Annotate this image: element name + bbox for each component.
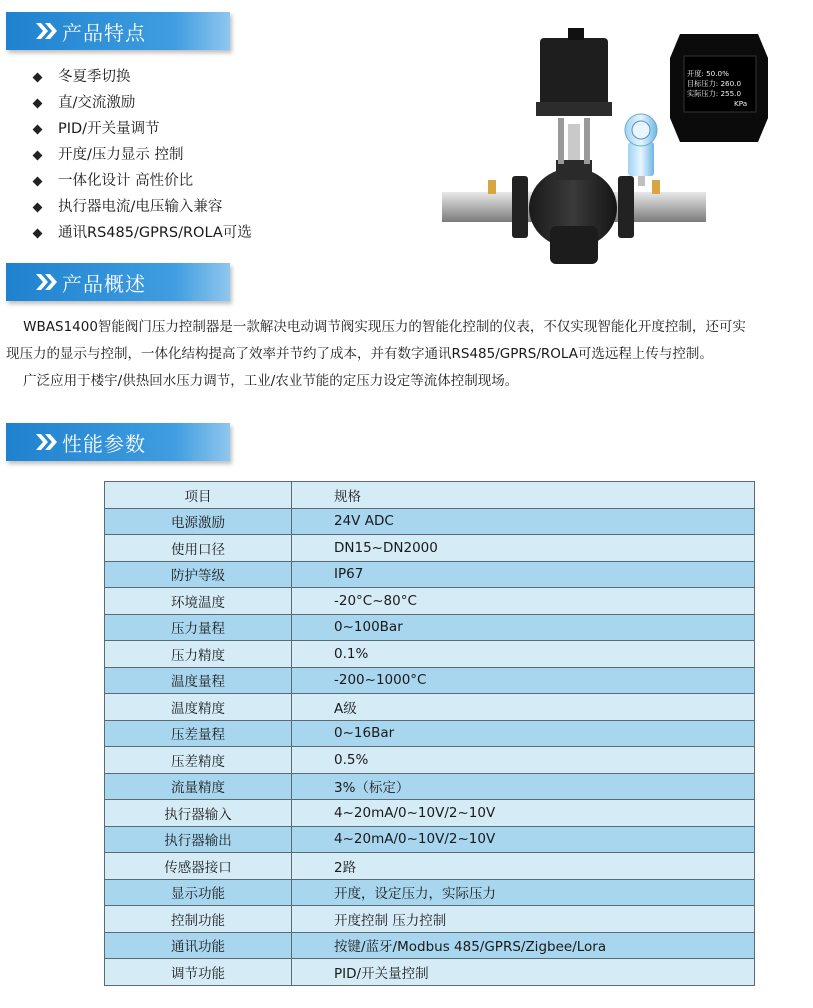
- list-item: 开度/压力显示 控制: [34, 142, 252, 168]
- table-row: [105, 614, 755, 641]
- table-row: [105, 588, 755, 615]
- table-cell-spec: -200~1000°C: [292, 667, 755, 694]
- table-cell-spec: 3%（标定）: [292, 773, 755, 800]
- product-image: [440, 20, 770, 270]
- table-cell-spec: 4~20mA/0~10V/2~10V: [292, 800, 755, 827]
- diamond-bullet-icon: [33, 150, 43, 160]
- table-cell-item: 传感器接口: [105, 853, 292, 880]
- list-item: 执行器电流/电压输入兼容: [34, 194, 252, 220]
- diamond-bullet-icon: [33, 72, 43, 82]
- table-cell-spec: 0.5%: [292, 747, 755, 774]
- table-cell-item: 调节功能: [105, 959, 292, 986]
- diamond-bullet-icon: [33, 98, 43, 108]
- table-cell-item: 压力量程: [105, 614, 292, 641]
- table-cell-spec: 24V ADC: [292, 508, 755, 535]
- table-cell-item: 环境温度: [105, 588, 292, 615]
- table-row: [105, 535, 755, 562]
- table-cell-spec: DN15~DN2000: [292, 535, 755, 562]
- display-panel: [670, 34, 768, 142]
- overview-line: 现压力的显示与控制，一体化结构提高了效率并节约了成本，并有数字通讯RS485/GPRS/ROLA可选远程上传与控制。: [6, 346, 713, 362]
- table-cell-item: 显示功能: [105, 879, 292, 906]
- table-row: [105, 800, 755, 827]
- table-cell-spec: 0.1%: [292, 641, 755, 668]
- diamond-bullet-icon: [33, 228, 43, 238]
- diamond-bullet-icon: [33, 176, 43, 186]
- table-row: [105, 667, 755, 694]
- table-cell-spec: 按键/蓝牙/Modbus 485/GPRS/Zigbee/Lora: [292, 932, 755, 959]
- table-row: [105, 508, 755, 535]
- section-header-specs: [6, 423, 230, 461]
- table-cell-item: 压差精度: [105, 747, 292, 774]
- table-cell-spec: 4~20mA/0~10V/2~10V: [292, 826, 755, 853]
- table-cell-item: 执行器输入: [105, 800, 292, 827]
- section-title: 性能参数: [62, 431, 146, 456]
- table-cell-item: 使用口径: [105, 535, 292, 562]
- table-row: [105, 879, 755, 906]
- table-row: [105, 906, 755, 933]
- column-header: 规格: [292, 482, 755, 509]
- table-row: [105, 747, 755, 774]
- table-row: [105, 641, 755, 668]
- list-item: 通讯RS485/GPRS/ROLA可选: [34, 220, 252, 246]
- table-cell-spec: IP67: [292, 561, 755, 588]
- section-header-overview: [6, 263, 230, 301]
- section-title: 产品特点: [62, 20, 146, 45]
- table-cell-spec: -20°C~80°C: [292, 588, 755, 615]
- table-header-row: [105, 482, 755, 509]
- diamond-bullet-icon: [33, 202, 43, 212]
- diamond-bullet-icon: [33, 124, 43, 134]
- column-header: 项目: [105, 482, 292, 509]
- section-header-features: [6, 12, 230, 50]
- table-row: [105, 826, 755, 853]
- overview-text: [6, 314, 813, 395]
- double-chevron-icon: [36, 432, 58, 452]
- table-cell-item: 电源激励: [105, 508, 292, 535]
- table-cell-item: 温度精度: [105, 694, 292, 721]
- overview-line: 广泛应用于楼宇/供热回水压力调节，工业/农业节能的定压力设定等流体控制现场。: [6, 373, 519, 389]
- table-cell-item: 执行器输出: [105, 826, 292, 853]
- display-unit: KPa: [734, 99, 748, 108]
- list-item: 直/交流激励: [34, 90, 252, 116]
- double-chevron-icon: [36, 272, 58, 292]
- list-item: PID/开关量调节: [34, 116, 252, 142]
- display-line-3: 实际压力: 255.0: [687, 89, 742, 98]
- section-title: 产品概述: [62, 271, 146, 296]
- table-cell-spec: 0~16Bar: [292, 720, 755, 747]
- table-cell-item: 防护等级: [105, 561, 292, 588]
- table-row: [105, 773, 755, 800]
- table-cell-item: 压差量程: [105, 720, 292, 747]
- table-cell-spec: 0~100Bar: [292, 614, 755, 641]
- overview-line: WBAS1400智能阀门压力控制器是一款解决电动调节阀实现压力的智能化控制的仪表，不仅实现智能化开度控制，还可实: [6, 319, 746, 335]
- table-cell-item: 压力精度: [105, 641, 292, 668]
- table-cell-spec: 开度控制 压力控制: [292, 906, 755, 933]
- table-row: [105, 694, 755, 721]
- list-item: 冬夏季切换: [34, 64, 252, 90]
- table-row: [105, 853, 755, 880]
- table-row: [105, 561, 755, 588]
- table-cell-item: 通讯功能: [105, 932, 292, 959]
- table-cell-item: 温度量程: [105, 667, 292, 694]
- features-list: [34, 64, 252, 246]
- display-line-2: 目标压力: 260.0: [687, 79, 742, 88]
- display-line-1: 开度: 50.0%: [687, 69, 729, 78]
- spec-table: [104, 481, 755, 986]
- list-item: 一体化设计 高性价比: [34, 168, 252, 194]
- table-row: [105, 959, 755, 986]
- table-row: [105, 720, 755, 747]
- table-cell-spec: PID/开关量控制: [292, 959, 755, 986]
- double-chevron-icon: [36, 21, 58, 41]
- table-cell-spec: 2路: [292, 853, 755, 880]
- table-cell-item: 控制功能: [105, 906, 292, 933]
- table-cell-item: 流量精度: [105, 773, 292, 800]
- table-cell-spec: A级: [292, 694, 755, 721]
- table-cell-spec: 开度，设定压力，实际压力: [292, 879, 755, 906]
- table-row: [105, 932, 755, 959]
